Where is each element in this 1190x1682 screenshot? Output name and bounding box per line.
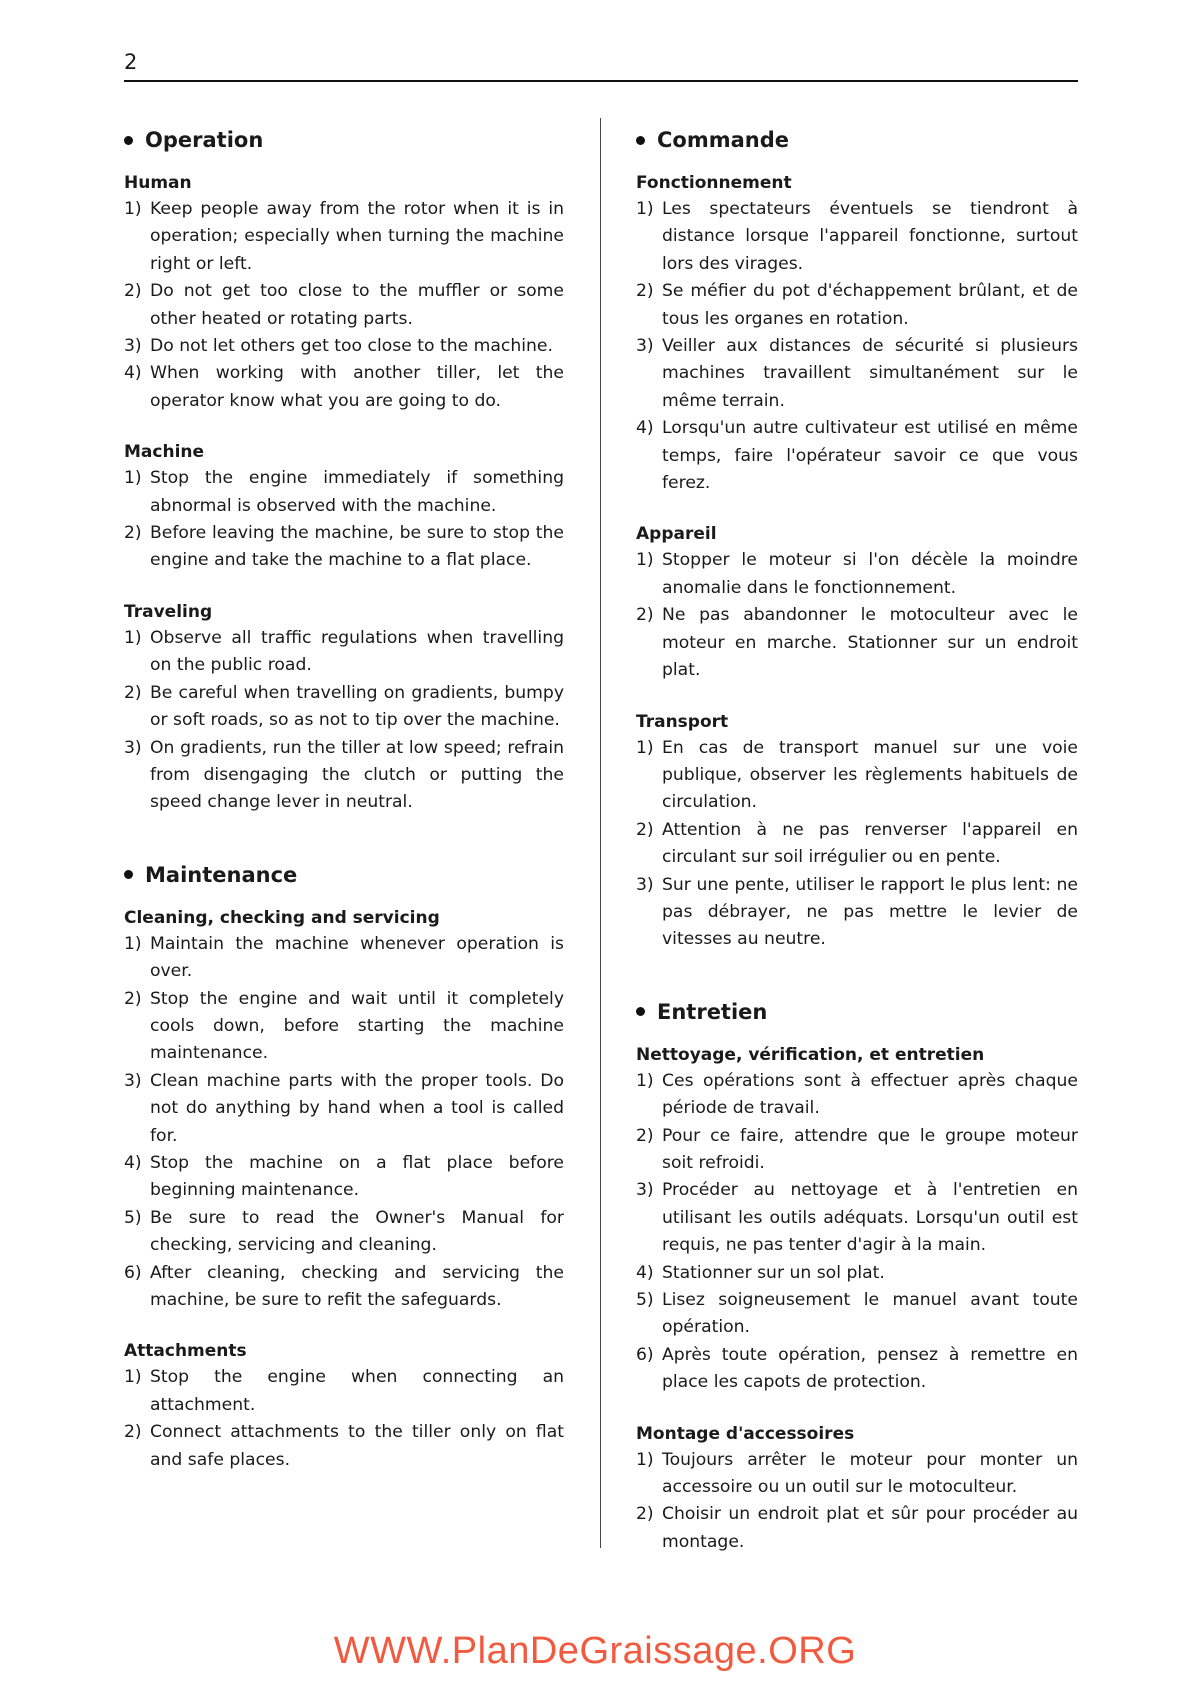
item-number: 1) [636, 737, 654, 758]
item-number: 4) [636, 1262, 654, 1283]
item-number: 2) [124, 988, 142, 1009]
section-title-text: Entretien [657, 999, 768, 1024]
item-number: 2) [636, 1504, 654, 1525]
item-number: 2) [636, 281, 654, 302]
item-text: Stopper le moteur si l'on décèle la moindre anomalie dans le fonctionnement. [662, 550, 1078, 598]
item-number: 2) [124, 523, 142, 544]
list-item [124, 680, 564, 735]
item-text: Veiller aux distances de sécurité si plusieurs machines travaillent simultanément sur le même terrain. [662, 336, 1078, 411]
subsection-title: Human [124, 173, 192, 193]
item-text: Do not get too close to the muffler or some other heated or rotating parts. [150, 281, 564, 329]
list-item [124, 278, 564, 333]
list-item [636, 1287, 1078, 1342]
list-item [636, 872, 1078, 954]
section-title [124, 859, 564, 891]
subsection-title: Traveling [124, 601, 213, 622]
subsection [124, 1338, 564, 1474]
subsection-title: Fonctionnement [636, 173, 792, 193]
item-number: 6) [636, 1344, 654, 1365]
item-number: 5) [636, 1290, 654, 1310]
subsection-title: Machine [124, 442, 205, 463]
item-text: Pour ce faire, attendre que le groupe moteur soit refroidi. [662, 1125, 1078, 1173]
list-item [124, 1364, 564, 1419]
list-item [636, 547, 1078, 602]
list-item [124, 1260, 564, 1315]
list-item [636, 1501, 1078, 1556]
commande-section [636, 124, 1078, 954]
item-number: 2) [636, 819, 654, 840]
item-text: Sur une pente, utiliser le rapport le plus lent: ne pas débrayer, ne pas mettre le levier de vitesses au neutre. [662, 874, 1078, 950]
item-number: 1) [124, 1367, 142, 1388]
column-divider [600, 118, 601, 1548]
item-number: 1) [124, 933, 142, 954]
entretien-section [636, 996, 1078, 1557]
item-number: 1) [636, 550, 654, 571]
item-text: Stop the engine when connecting an attachment. [150, 1367, 564, 1415]
item-number: 2) [124, 682, 142, 703]
item-number: 3) [124, 336, 142, 357]
subsection [124, 905, 564, 1315]
list-item [124, 333, 564, 360]
list-item [636, 1068, 1078, 1123]
item-number: 1) [636, 1449, 654, 1470]
item-text: Lorsqu'un autre cultivateur est utilisé en même temps, faire l'opérateur savoir ce que vous ferez. [662, 418, 1078, 494]
item-text: Lisez soigneusement le manuel avant toute opération. [662, 1290, 1078, 1338]
item-number: 4) [636, 418, 654, 439]
subsection [124, 599, 564, 817]
list-item [124, 1150, 564, 1205]
list-item [124, 735, 564, 817]
subsection-title: Appareil [636, 524, 717, 545]
list-item [636, 1123, 1078, 1178]
bullet-icon [124, 136, 133, 145]
item-text: Be careful when travelling on gradients, bumpy or soft roads, so as not to tip over the machine. [150, 682, 564, 731]
item-number: 1) [636, 1070, 654, 1091]
list-item [124, 360, 564, 415]
list-item [636, 1177, 1078, 1259]
list-item [636, 1260, 1078, 1287]
item-number: 2) [636, 1125, 654, 1146]
operation-section [124, 124, 564, 817]
subsection [636, 1421, 1078, 1557]
list-item [636, 196, 1078, 278]
list-item [124, 196, 564, 278]
item-text: After cleaning, checking and servicing the machine, be sure to refit the safeguards. [150, 1262, 564, 1310]
list-item [636, 735, 1078, 817]
item-number: 6) [124, 1262, 142, 1283]
item-text: En cas de transport manuel sur une voie publique, observer les règlements habituels de circulation. [662, 737, 1078, 813]
item-text: Do not let others get too close to the machine. [150, 336, 553, 357]
subsection-title: Montage d'accessoires [636, 1423, 855, 1444]
watermark: WWW.PlanDeGraissage.ORG [333, 1630, 857, 1672]
list-item [124, 1419, 564, 1474]
subsection [636, 170, 1078, 497]
list-item [124, 1205, 564, 1260]
list-item [636, 602, 1078, 684]
english-column [124, 124, 564, 1498]
item-number: 1) [124, 199, 142, 219]
item-number: 5) [124, 1207, 142, 1228]
section-title [636, 124, 1078, 156]
item-text: Choisir un endroit plat et sûr pour procéder au montage. [662, 1504, 1078, 1552]
subsection [124, 439, 564, 575]
list-item [124, 931, 564, 986]
list-item [124, 465, 564, 520]
item-number: 3) [636, 336, 654, 357]
item-text: Stop the machine on a flat place before beginning maintenance. [150, 1152, 564, 1201]
subsection-title: Nettoyage, vérification, et entretien [636, 1044, 985, 1065]
item-number: 1) [636, 199, 654, 219]
section-title-text: Operation [145, 128, 264, 152]
french-column [636, 124, 1078, 1580]
item-number: 3) [124, 1070, 142, 1091]
subsection [124, 170, 564, 415]
subsection [636, 521, 1078, 684]
list-item [636, 278, 1078, 333]
list-item [636, 333, 1078, 415]
item-number: 2) [124, 1422, 142, 1443]
subsection [636, 1042, 1078, 1397]
item-text: Toujours arrêter le moteur pour monter un accessoire ou un outil sur le motoculteur. [662, 1449, 1078, 1498]
item-text: Be sure to read the Owner's Manual for checking, servicing and cleaning. [150, 1207, 564, 1256]
item-number: 3) [636, 874, 654, 895]
item-number: 1) [124, 468, 142, 489]
item-text: Before leaving the machine, be sure to stop the engine and take the machine to a flat place. [150, 523, 564, 571]
list-item [636, 415, 1078, 497]
section-title [636, 996, 1078, 1028]
list-item [636, 1342, 1078, 1397]
item-text: Observe all traffic regulations when travelling on the public road. [150, 627, 564, 676]
item-number: 2) [124, 281, 142, 302]
item-text: On gradients, run the tiller at low speed; refrain from disengaging the clutch or putting the speed change lever in neutral. [150, 737, 564, 813]
item-text: Stationner sur un sol plat. [662, 1262, 885, 1283]
item-text: Ne pas abandonner le motoculteur avec le moteur en marche. Stationner sur un endroit plat. [662, 605, 1078, 681]
list-item [124, 1068, 564, 1150]
item-text: Ces opérations sont à effectuer après chaque période de travail. [662, 1070, 1078, 1119]
item-text: Les spectateurs éventuels se tiendront à distance lorsque l'appareil fonctionne, surtout lors des virages. [662, 199, 1078, 274]
list-item [124, 625, 564, 680]
item-text: Stop the engine and wait until it completely cools down, before starting the machine maintenance. [150, 988, 564, 1064]
list-item [124, 520, 564, 575]
item-text: Attention à ne pas renverser l'appareil en circulant sur soil irrégulier ou en pente. [662, 819, 1078, 868]
item-number: 3) [124, 737, 142, 758]
section-title [124, 124, 564, 156]
item-text: Se méfier du pot d'échappement brûlant, et de tous les organes en rotation. [662, 281, 1078, 329]
page-number: 2 [124, 50, 138, 74]
item-text: Procéder au nettoyage et à l'entretien en utilisant les outils adéquats. Lorsqu'un outil est requis, ne pas tenter d'agir à la main. [662, 1180, 1078, 1256]
bullet-icon [636, 136, 645, 145]
bullet-icon [124, 870, 133, 879]
item-text: Stop the engine immediately if something abnormal is observed with the machine. [150, 468, 564, 516]
item-text: Maintain the machine whenever operation is over. [150, 933, 564, 982]
item-number: 4) [124, 363, 142, 384]
header-rule [124, 80, 1078, 82]
item-text: When working with another tiller, let the operator know what you are going to do. [150, 363, 564, 411]
item-number: 1) [124, 627, 142, 648]
item-text: Après toute opération, pensez à remettre en place les capots de protection. [662, 1344, 1078, 1393]
section-title-text: Maintenance [145, 862, 298, 887]
list-item [636, 817, 1078, 872]
item-text: Keep people away from the rotor when it is in operation; especially when turning the machine right or left. [150, 199, 564, 274]
item-number: 4) [124, 1152, 142, 1173]
subsection-title: Transport [636, 711, 729, 732]
subsection [636, 709, 1078, 954]
item-number: 3) [636, 1180, 654, 1201]
subsection-title: Attachments [124, 1341, 247, 1362]
subsection-title: Cleaning, checking and servicing [124, 907, 440, 928]
list-item [636, 1447, 1078, 1502]
maintenance-section [124, 859, 564, 1474]
bullet-icon [636, 1007, 645, 1016]
item-number: 2) [636, 605, 654, 626]
section-title-text: Commande [657, 128, 789, 152]
list-item [124, 986, 564, 1068]
item-text: Connect attachments to the tiller only on flat and safe places. [150, 1422, 564, 1470]
item-text: Clean machine parts with the proper tools. Do not do anything by hand when a tool is called for. [150, 1070, 564, 1146]
